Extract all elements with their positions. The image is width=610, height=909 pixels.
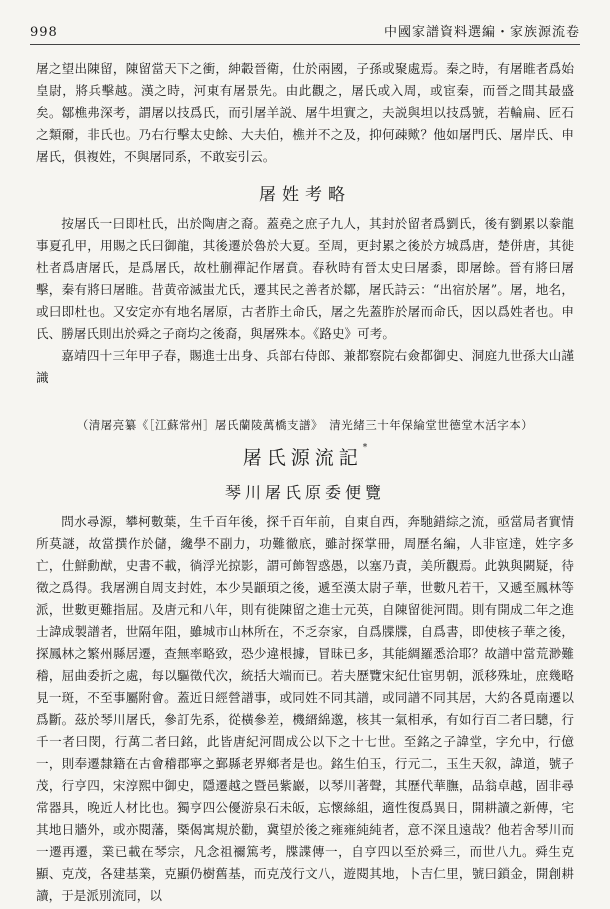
article-title-text: 屠氏源流記 (242, 447, 363, 469)
intro-paragraph: 屠之望出陳留，陳留當天下之衝，紳轂晉衛，仕於兩國，子孫或聚處焉。秦之時，有屠睢者爲始皇尉，將兵擊越。漢之時，河東有屠景先。由此觀之，屠氏或入周，或宦秦，而晉之間其最盛矣。鄒樵弗深考，謂屠以技爲氏，而引屠羊説、屠牛坦實之，夫説與坦以技爲號，若輪扁、匠石之類爾，非氏也。乃右行擊太史餘、大夫伯，樵并不之及，抑何疎歟？他如屠門氏、屠岸氏、申屠氏，俱複姓，不與屠同系，不敢妄引云。 (36, 61, 574, 164)
article-subtitle: 琴川屠氏原委便覽 (224, 483, 385, 502)
page-header (30, 14, 580, 45)
footnote-mark: * (362, 443, 368, 453)
section1-signature: 嘉靖四十三年甲子春，賜進士出身、兵部右侍郎、兼都察院右僉都御史、洞庭九世孫大山謹識 (36, 348, 574, 385)
section1-paragraph-1: 按屠氏一曰即杜氏，出於陶唐之裔。蓋堯之庶子九人，其封於留者爲劉氏，後有劉累以豢龍事夏孔甲，用賜之氏曰御龍，其後遷於魯於大夏。至周，更封累之後於方城爲唐，楚併唐，其徙杜者爲唐屠氏，是爲屠氏，故杜蒯禪記作屠賁。春秋時有晉太史曰屠黍，即屠餘。晉有將曰屠擊，秦有將曰屠睢。昔黄帝滅蚩尤氏，遷其民之善者於鄒，屠氏詩云：“出宿於屠”。屠，地名，或曰即杜也。又安定亦有地名屠原，古者胙土命氏，屠之先蓋胙於屠而命氏，因以爲姓者也。申氏、勝屠氏則出於舜之子商均之後裔，與屠殊本。《路史》可考。 (36, 216, 574, 341)
section-title-tu-surname: 屠姓考略 (259, 185, 351, 205)
article-paragraph-1: 問水尋源，攀柯數葉，生千百年後，探千百年前，自東自西，奔馳錯綜之流，亟當局者實情所莫謎，故當撰作於儲，纔學不副力，功難徹底，雖討探掌冊，周歷名編，人非宦達，姓字多亡，仕鮮勳猷，史書不載，徜浮光掠影，謂可飾智惑愚，以塞乃責，美所觀焉。此孰與闕疑，待徵之爲得。我屠溯自周支封姓，本少昊顓頊之後，遞至漢太尉子華，世數凡若干，又遞至鳳林等派，世數更難指屈。及唐元和八年，則有徙陳留之進士元英，自陳留徙河間。則有開成二年之進士諱成製譜者，世隔年阻，雖城市山林所在，不乏奈家，自爲牒牒，自爲書，即使核子華之後，探鳳林之繁州縣居遷，查無率略致，恐少違根據，冒昧已多，其能綢羅悉洽耶？故譜中當荒渺難稽，屈曲委折之處，每以驅徵代次，統括大端而已。若夫歷覽宋紀仕宦男朝，派移殊址，庶幾略見一斑，不至事屬附會。蓋近日經營譜事，或同姓不同其譜，或同譜不同其居，大約各覓南遷以爲斷。茲於琴川屠氏，參訂先系，從橫參差，機縉綿邈，核其一氣相承，有如行百二者曰驄，行千一者曰閔，行萬二者曰銘，此皆唐紀河間成公以下之十七世。至銘之子諱堂，字允中，行億一，則奉遷隸籍在古會稽郡寧之鄞縣老界鄉者是也。銘生伯玉，行元二，玉生天叙，諱道，號子茂，行亨四，宋淳熙中御史，隱遷越之暨邑紫巖，以琴川著聲，其歷代華膴，品翁卓越，固非尋常器具，晚近人材比也。獨亨四公優游泉石未皈，忘懷絲組，適性復爲異日，開耕讀之新傳，宅其地日牆外，或亦閱藩，槩偈寓規於勸，冀望於後之雍雍純純者，意不深且遠哉？他若舍琴川而一遷再遷，業已載在琴宗，凡念祖禰篤考，牒諜傳一，自亨四以至於舜三，而世八九。舜生克顯、克茂，各建基業，克顯仍樹舊基，而克茂行文八，遊閱其地，卜吉仁里，號曰鎖金，開創耕讀，于是派別流同，以 (36, 514, 574, 903)
running-title: 中國家譜資料選編・家族源流卷 (383, 25, 580, 40)
source-note: （清屠亮纂《［江蘇常州］屠氏蘭陵萬橋支譜》 清光緒三十年保綸堂世德堂木活字本） (76, 418, 534, 432)
article-title (36, 443, 574, 470)
page-body (36, 58, 574, 907)
page-number: 998 (30, 25, 58, 40)
